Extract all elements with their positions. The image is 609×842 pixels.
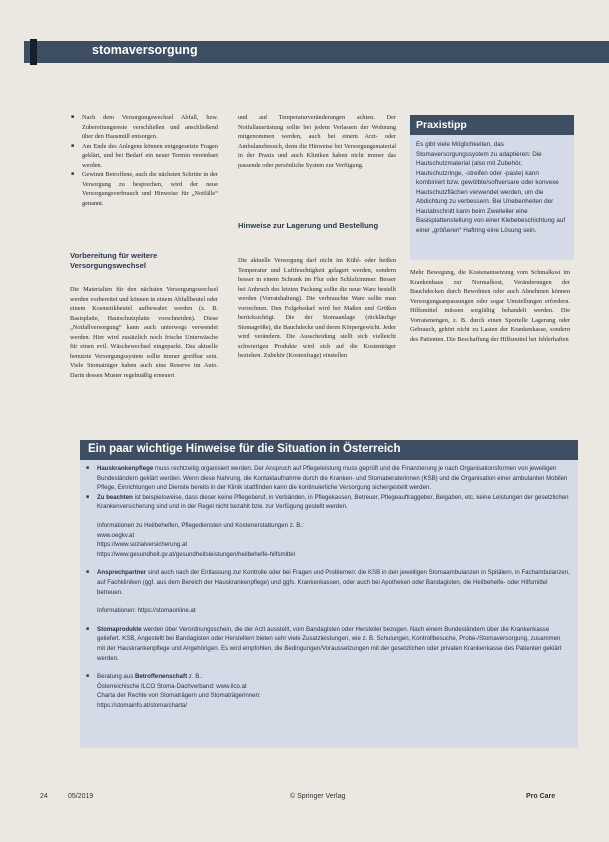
column-1 [70, 113, 218, 208]
link-text[interactable]: www.oegkv.at [97, 531, 135, 539]
column-3-paragraph: Mehr Bewegung, die Kostenantsetzung vom Schmalkost im Krankenhaus zur Normalkost, Veränderungen der Bauchdecken durch Bewohnen oder auch Abnehmen können Versorgungsanpassungen oder sogar Umstellungen erfordern. Hilfsmittel müssen sorgfältig behandelt werden. Die Vorratsmengen, z. B. durch einen Sportelle Lagerung oder Gebrauch, gehört nicht zu Lasten der Krankenkasse, sondern des Patienten. Die Beschaffung der Hilfsmittel bei fehlerhaften [410, 269, 570, 343]
issue-date: 05/2019 [68, 793, 94, 800]
info-bullet [86, 672, 570, 682]
info-box-content [86, 464, 570, 710]
contact-line: Österreichische ILCO Stoma-Dachverband: www.ilco.at [97, 682, 247, 690]
bold-term: Stomaprodukte [97, 625, 142, 633]
bullet-list [70, 113, 218, 208]
info-bullet [86, 568, 570, 597]
info-label: Informationen zu Heilbehelfen, Pflegediensten und Kostenerstattungen z. B.: [97, 521, 304, 529]
bullet-text: sind auch nach der Entlassung zur Kontrolle oder bei Fragen und Problemen: die KSB in den jeweiligen Stomaambulanzen in Spitälern, in Fachambulanzen, auf Fachkliniken (ggf. aus dem Bereich der Hauskrankenpflege) und ggfs. Krankenkassen, oder auch bei Apotheken oder Bandagisten, die Heilbehelfe- oder Hilfsmittel betreuen. [97, 569, 570, 596]
bold-term: Betroffenenschaft [134, 673, 188, 681]
practice-tip-box [410, 115, 574, 260]
bullet-text: muss rechtzeitig organisiert werden. Der Anspruch auf Pflegeleistung muss geprüft und die Finanzierung je nach Organisationsformen von jeweiligen Bundesländern geklärt werden. Wenn diese Nahrung, die Kontaktaufnahme durch die Kranken- und Stomaberaterinnen (KSB) und die Organisation einer ambulanten Mobilen Pflege, Einrichtungen und Dienste bereits in der Klinik stattfinden kann die kontinuierliche Versorgung sichergestellt werden. [97, 465, 568, 492]
column-1-paragraph: Die Materialien für den nächsten Versorgungswechsel werden vorbereitet und können in einem Abfallbeutel oder einem Kosmetikbeutel aufbewahrt werden (z. B. Basisplatte, Hautschutzplatte vorschneiden). Diese „Notfallversorgung“ kann auch unterwegs verwendet werden. Hier wird zusätzlich noch frische Unterwäsche für einen evtl. Wäschewechsel eingepackt. Das aktuelle benutzte Versorgungssystem sollte immer greifbar sein. Viele Stomaträger haben auch eine Reserve im Auto. Darin dessen Muster regelmäßig erneuert [70, 286, 218, 379]
info-bullet [86, 464, 570, 493]
bullet-text: ist beispielsweise, dass dieser keine Pflegeberuf, in Verbänden, in Pflegekassen, Betreuer, Pflegeauftraggeber, Beigaben, etc. keine Leistungen der gesetzlichen Krankenversicherung sind und in der Regel nicht bezahlt bzw. zur Verfügung gestellt werden. [97, 493, 569, 511]
list-item: ■ Am Ende des Anlegens können entgegesetzte Fragen geklärt, und bei Bedarf ein neuer Termin vereinbart werden. [82, 142, 218, 171]
info-bullet [86, 493, 570, 512]
bold-term: Ansprechpartner [97, 569, 147, 577]
contact-line: Charta der Rechte von Stomaträgern und Stomaträgerinnen: [97, 692, 261, 700]
section-header-marker [30, 39, 37, 65]
section-title: stomaversorgung [92, 43, 198, 57]
column-2-paragraph: und auf Temperaturveränderungen achten. Der Notfallausrüstung sollte bei jedem Verlassen der Wohnung mitgenommen werden, auch bei einem Arzt- oder Ambulanzbesuch, denn die Hinweise bei Versorgungsmaterial in der Praxis und auch Kliniken haben nicht immer das passende oder persönliche System zur Verfügung. [238, 114, 396, 169]
link-text[interactable]: https://stomainfo.at/stoma/charta/ [97, 701, 188, 709]
link-text[interactable]: Informationen: https://stomaonline.at [97, 607, 196, 615]
subheading-storage: Hinweise zur Lagerung und Bestellung [238, 221, 379, 230]
list-item: ■ Nach dem Versorgungswechsel Abfall, bzw. Zubereitungsreste verschließen und anschließend über den Hausmüll entsorgen. [82, 113, 218, 142]
bold-term: Hauskrankenpflege [97, 465, 154, 472]
practice-tip-text: Es gibt viele Möglichkeiten, das Stomaversorgungssystem zu adaptieren: Die Hautschutzmaterial (also mit Zubehör, Hautschutzringe, -streifen oder -paste) kann kombiniert bzw. gewölbte/softversare oder konvexe Hautschutzflächen verwendet werden, um die Abdichtung zu verbessern. Bei Unebenheiten der Hautabschnitt kann beim Zweiteiler eine Basisplattenstellung von einer Klebebeschichtung auf einer „größeren“ Haftring eine Lösung sein. [416, 141, 566, 234]
info-box-title: Ein paar wichtige Hinweise für die Situation in Österreich [88, 443, 401, 455]
bullet-text: Beratung aus [97, 673, 135, 681]
bullet-text: werden über Verordnungsschein, die der Arzt ausstellt, vom Bandagisten oder Hersteller bezogen. Nach einem Bundesländern über die Krankenkasse geliefert. KSB, Angestellt bei Bandagisten oder Herstellern bieten sehr viele Zusatzleistungen, wie z. B. Schulungen, Kontrollbesuche, Probe-/Stomaversorgung, zusammen mit der Hauskrankenpflege und Angehörigen. Es wird empfohlen, die Bedingungen/Voraussetzungen mit der gesetzlichen oder privaten Krankenkasse des Patienten geklärt werden. [97, 625, 562, 662]
journal-name: Pro Care [526, 793, 556, 800]
subheading-preparation: Vorbereitung für weitere Versorgungswechsel [70, 251, 158, 270]
publisher: © Springer Verlag [290, 793, 346, 800]
bullet-text: z. B.: [187, 673, 203, 681]
practice-tip-title: Praxistipp [410, 115, 574, 135]
info-bullet [86, 625, 570, 663]
bold-term: Zu beachten [97, 493, 133, 501]
link-text[interactable]: https://www.sozialversicherung.at [97, 541, 188, 549]
column-2-paragraph-2: Die aktuelle Versorgung darf nicht im Kühl- oder heißen Temperatur und Luftfeuchtigkeit gelagert werden, sondern besser in einem Schrank im Flur oder Schlafzimmer. Besser bei Anbruch des letzten Packung sollte die neue Ware bestellt werden (Vorratshaltung). Die verbrauchte Ware sollte man vorrechnen. Den Folgebedarf wird bei Maßen und Größen berücksichtigt. Die der Stomaanlage (rückläufige Stomagröße), die Bauchdecke und deren Körpergewicht. Jeder wird verändern. Die Ausscheidung stellt sich vielleicht schwierigen Produkte wird sich auf die Kostenträger beziehen. Zubehör (Kostenfrage) einstellen [238, 257, 396, 360]
link-text[interactable]: https://www.gesundheit.gv.at/gesundheitsleistungen/heilbehelfe-hilfsmittel [97, 550, 296, 558]
list-item: ■ Gewinnt Betroffene, auch die nächsten Schritte in der Versorgung zu besprechen, wird der neue Versorgungsverbrauch und Hinweise für „Notfälle“ genannt. [82, 170, 218, 208]
page-number: 24 [40, 793, 48, 800]
